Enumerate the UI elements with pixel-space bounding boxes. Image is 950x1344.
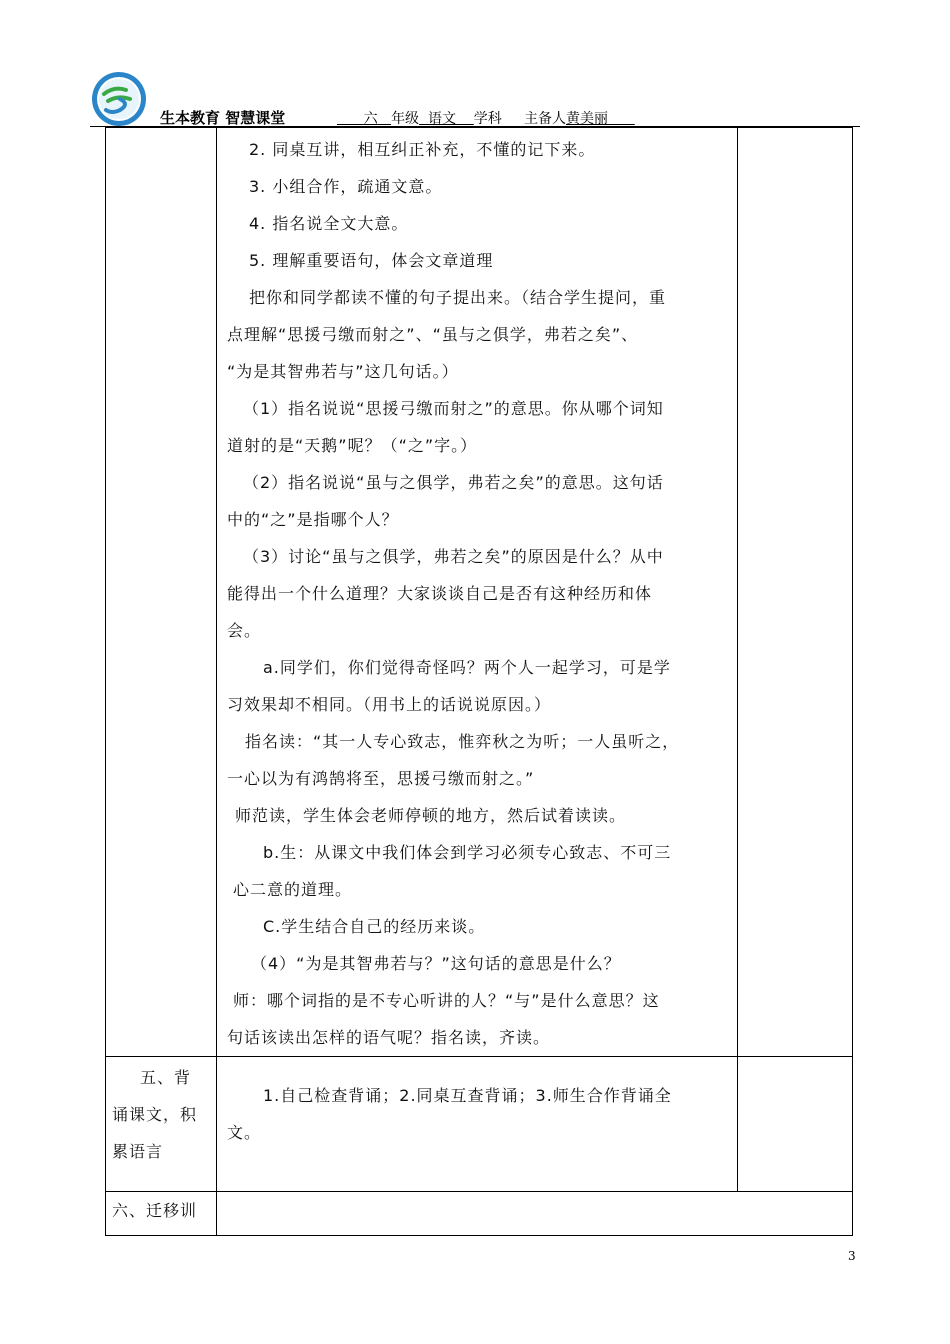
content-line: 能得出一个什么道理？大家谈谈自己是否有这种经历和体 (227, 584, 653, 603)
content-line: a.同学们，你们觉得奇怪吗？两个人一起学习，可是学 (263, 658, 671, 677)
content-line: （4）“为是其智弗若与？”这句话的意思是什么？ (251, 954, 621, 973)
content-line: 句话该读出怎样的语气呢？指名读，齐读。 (227, 1028, 551, 1047)
subject: 语文 (427, 111, 456, 127)
content-line: （1）指名说说“思援弓缴而射之”的意思。你从哪个词知 (243, 399, 664, 418)
grade-suffix: 年级 (391, 111, 420, 127)
table-row (106, 128, 853, 1057)
content-line: 会。 (227, 621, 262, 640)
header-title: 生本教育 智慧课堂 (160, 109, 286, 127)
content-line: 一心以为有鸿鹄将至，思援弓缴而射之。” (227, 769, 535, 788)
content-line: 把你和同学都读不懂的句子提出来。（结合学生提问，重 (249, 288, 667, 307)
content-line: 1.自己检查背诵；2.同桌互查背诵；3.师生合作背诵全 (263, 1086, 672, 1105)
content-line: 点理解“思援弓缴而射之”、“虽与之俱学，弗若之矣”、 (227, 325, 639, 344)
content-line: “为是其智弗若与”这几句话。） (227, 362, 459, 381)
step-cell (106, 1192, 217, 1236)
grade: 六 (363, 111, 378, 127)
author: 黄美丽 (566, 111, 609, 127)
content-line: 师范读，学生体会老师停顿的地方，然后试着读读。 (235, 806, 627, 825)
content-line: 中的“之”是指哪个人？ (227, 510, 399, 529)
content-cell (217, 1057, 738, 1192)
content-line: 4. 指名说全文大意。 (249, 214, 409, 233)
content-line: 2. 同桌互讲，相互纠正补充，不懂的记下来。 (249, 140, 596, 159)
content-line: （3）讨论“虽与之俱学，弗若之矣”的原因是什么？从中 (243, 547, 664, 566)
step-cell (106, 1057, 217, 1192)
page-number: 3 (848, 1249, 856, 1263)
subject-suffix: 学科 (473, 111, 502, 127)
notes-cell (738, 128, 853, 1057)
step-label: 累语言 (112, 1142, 164, 1161)
author-label: 主备人 (524, 111, 567, 127)
step-cell (106, 128, 217, 1057)
step-label: 诵课文，积 (112, 1105, 198, 1124)
content-line: 文。 (227, 1123, 262, 1142)
content-line: b.生：从课文中我们体会到学习必须专心致志、不可三 (263, 843, 672, 862)
content-line: 5. 理解重要语句，体会文章道理 (249, 251, 494, 270)
content-line: C.学生结合自己的经历来谈。 (263, 917, 486, 936)
school-logo (90, 70, 148, 128)
content-line: 心二意的道理。 (233, 880, 353, 899)
page-header (90, 70, 860, 128)
table-row (106, 1192, 853, 1236)
lesson-table (105, 127, 853, 1236)
header-meta (337, 108, 635, 128)
step-label: 六、迁移训 (112, 1201, 198, 1220)
notes-cell (738, 1057, 853, 1192)
table-row (106, 1057, 853, 1192)
content-line: 3. 小组合作，疏通文意。 (249, 177, 443, 196)
step-label: 五、背 (140, 1068, 192, 1087)
content-line: 师：哪个词指的是不专心听讲的人？“与”是什么意思？这 (233, 991, 660, 1010)
content-line: 习效果却不相同。（用书上的话说说原因。） (227, 695, 552, 714)
content-cell (217, 128, 738, 1057)
content-cell (217, 1192, 853, 1236)
content-line: 指名读：“其一人专心致志，惟弈秋之为听；一人虽听之， (245, 732, 680, 751)
content-line: （2）指名说说“虽与之俱学，弗若之矣”的意思。这句话 (243, 473, 664, 492)
content-line: 道射的是“天鹅”呢？（“之”字。） (227, 436, 478, 455)
